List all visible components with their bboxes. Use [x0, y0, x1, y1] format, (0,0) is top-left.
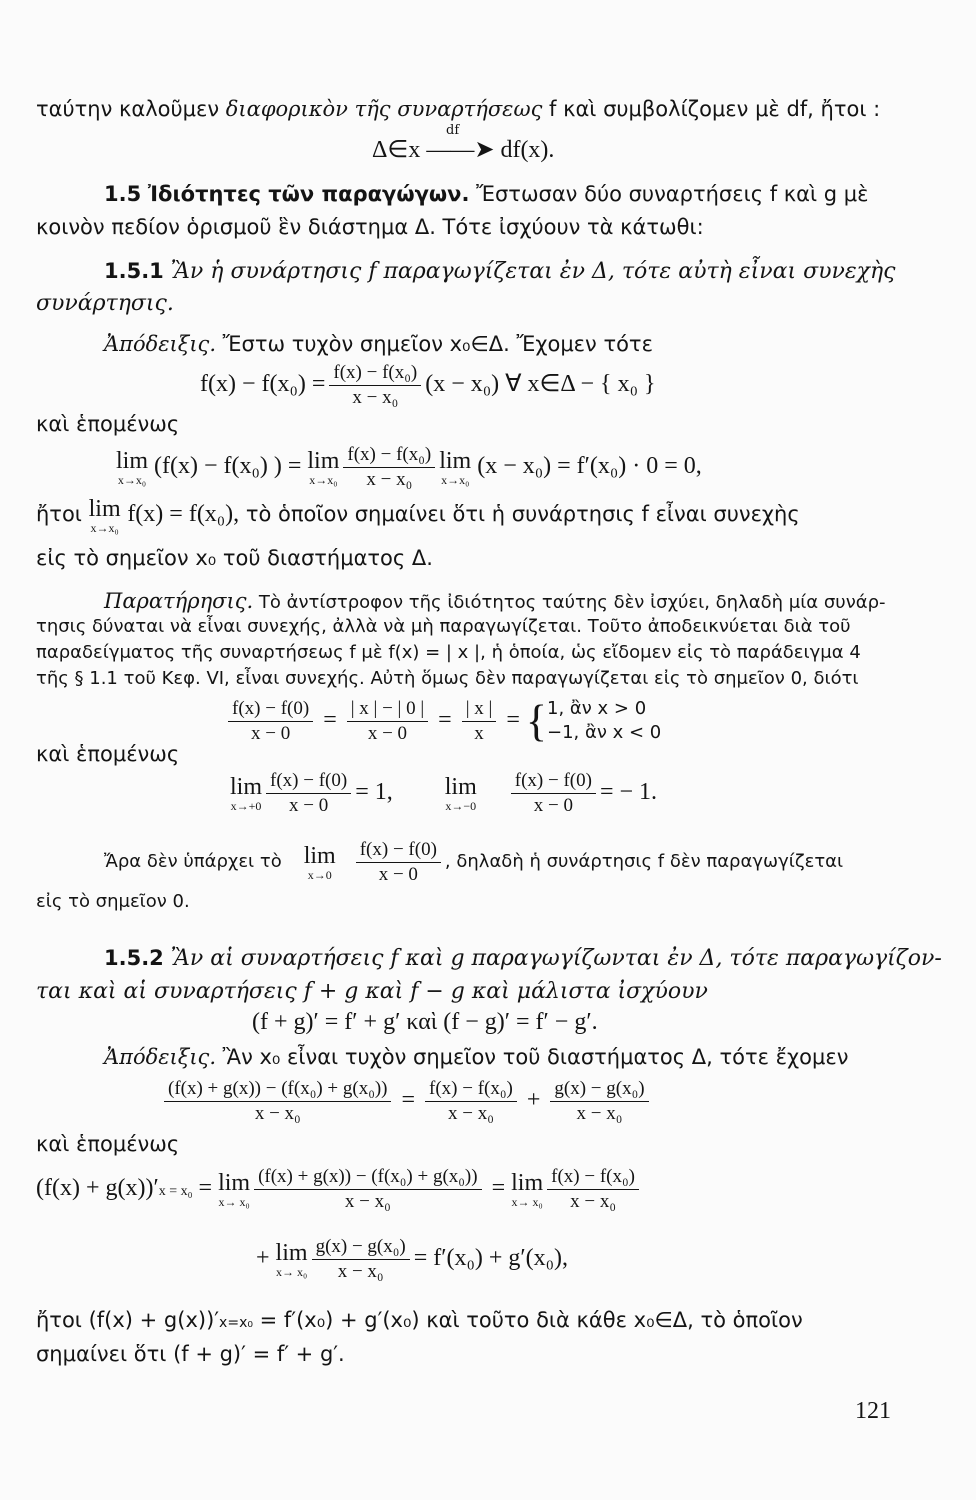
final-text-a: ἤτοι (f(x) + g(x))′ [36, 1308, 220, 1332]
df-over-arrow: df [446, 123, 460, 138]
eq4-num1: f(x) − f(0) [266, 770, 351, 794]
eq6-num2: f(x) − f(x₀) [547, 1166, 639, 1190]
remark-line-1 [104, 588, 886, 616]
eq6-num1: (f(x) + g(x)) − (f(x₀) + g(x₀)) [254, 1166, 481, 1190]
theorem-1-5-1 [104, 257, 896, 286]
and-consequently-1: καὶ ἑπομένως [36, 412, 180, 436]
eq6-left: (f(x) + g(x))′ [36, 1175, 159, 1201]
equation-3: $\frac{f(x) - f(0)}{x - 0}$ = $\frac{| x | - | 0 |}{x - 0}$ = $\frac{| x |}{x}$ = { 1, ἂν x > 0 −1, ἂν x < 0 [224, 692, 661, 749]
lim-sub: x→0 [307, 868, 332, 882]
eq7-limit [276, 1240, 308, 1278]
eq5-fraction-1 [164, 1078, 391, 1125]
eq4-limit-left [445, 774, 477, 812]
lim-sub: x→x₀ [90, 521, 119, 535]
eq2-part-b: (x − x₀) = f′(x₀) · 0 = 0, [477, 453, 702, 479]
section-1-5-heading [104, 180, 868, 208]
section-1-5-line2: κοινὸν πεδίον ὁρισμοῦ ἓν διάστημα Δ. Τότε ἰσχύουν τὰ κάτωθι: [36, 215, 704, 239]
lim-sub: x→+0 [230, 799, 262, 814]
eq2-limit-1 [116, 448, 148, 486]
lim-word: lim [275, 1240, 308, 1267]
eq7-den: x − x₀ [337, 1260, 384, 1282]
proof-2 [104, 1043, 848, 1071]
ara-den: x − 0 [378, 863, 418, 885]
eq7-result: = f′(x₀) + g′(x₀), [413, 1245, 568, 1271]
eq1-left: f(x) − f(x₀) = [200, 371, 326, 397]
eq6-den2: x − x₀ [570, 1190, 616, 1212]
equation-4 [230, 764, 657, 820]
eq2-limit-2 [307, 448, 339, 486]
brace-icon: { [525, 696, 547, 746]
lim-sub: x→x₀ [441, 473, 470, 488]
lim-word: lim [511, 1170, 544, 1197]
section-title: Ἰδιότητες τῶν παραγώγων. [147, 182, 470, 206]
eq7-num: g(x) − g(x₀) [312, 1236, 410, 1260]
eq3-fraction-2 [347, 698, 428, 745]
eq4-fraction-1 [266, 770, 351, 817]
eq5-fraction-3 [550, 1078, 648, 1125]
lim-sub: x→ x₀ [218, 1195, 250, 1210]
eq6-fraction-1 [254, 1166, 481, 1213]
itoi-limit [89, 496, 121, 534]
page-number: 121 [855, 1398, 891, 1424]
eq3-den2: x − 0 [367, 722, 408, 744]
theorem-number: 1.5.2 [104, 946, 164, 970]
remark-line-3: παραδείγματος τῆς συναρτήσεως f μὲ f(x) = | x |, ἡ ὁποία, ὡς εἴδομεν εἰς τὸ παράδειγμα 4 [36, 642, 861, 663]
section-text: Ἔστωσαν δύο συναρτήσεις f καὶ g μὲ [469, 182, 869, 206]
itoi-word: ἤτοι [36, 502, 82, 526]
final-text-b: = f′(x₀) + g′(x₀) καὶ τοῦτο διὰ κάθε x₀∈Δ, τὸ ὁποῖον [252, 1308, 803, 1332]
lim-word: lim [116, 448, 149, 475]
eq4-den2: x − 0 [533, 794, 573, 816]
theorem-number: 1.5.1 [104, 259, 164, 283]
eq5-num2: f(x) − f(x₀) [425, 1078, 517, 1102]
eq5-fraction-2 [425, 1078, 517, 1125]
intro-line [36, 95, 880, 123]
final-line-1 [36, 1306, 803, 1337]
lim-sub: x→−0 [445, 799, 477, 814]
eq3-num1: f(x) − f(0) [228, 698, 313, 722]
eq3-cases [547, 697, 661, 745]
eq6-limit-2 [511, 1170, 543, 1208]
eq5-num3: g(x) − g(x₀) [550, 1078, 648, 1102]
ara-text-end: , δηλαδὴ ἡ συνάρτησις f δὲν παραγωγίζεται [444, 851, 844, 872]
eq3-num3: | x | [462, 698, 497, 722]
eq5-num1: (f(x) + g(x)) − (f(x₀) + g(x₀)) [164, 1078, 391, 1102]
lim-word: lim [303, 843, 336, 869]
eq1-numerator: f(x) − f(x₀) [329, 362, 421, 386]
intro-text-end: f καὶ συμβολίζομεν μὲ df, ἤτοι : [542, 97, 881, 121]
theorem-1-5-2 [104, 944, 942, 973]
ara-line [104, 834, 843, 890]
eq6-left-sub: x = x₀ [158, 1184, 193, 1199]
eq2-part-a: (f(x) − f(x₀) ) = [154, 453, 302, 479]
itoi-line [36, 496, 800, 534]
equation-5: $\frac{\text{(f(x) + g(x)) − (f(x₀) + g(x₀))}}{\text{x − x₀}}$ = $\frac{\text{f(x) − f(x₀)}}{\text{x − x₀}}$ + $\frac{\text{g(x) − g(x₀)}}{\text{x − x₀}}$ [160, 1072, 653, 1128]
df-mapping: Δ∈x ——➤ df(x). [372, 137, 555, 163]
lim-word: lim [230, 774, 263, 801]
section-number: 1.5 [104, 182, 142, 206]
eq5-den1: x − x₀ [254, 1102, 301, 1124]
proof-label: Ἀπόδειξις. [104, 332, 216, 356]
itoi-math: f(x) = f(x₀), [127, 501, 240, 527]
equation-6: (f(x) + g(x))′x = x₀ = lim x→ x₀ $\frac{\text{(f(x) + g(x)) − (f(x₀) + g(x₀))}}{\text{x − x₀}}$ = lim x→ x₀ $\frac{\text{f(x) − f(x₀)}}{\text{x − x₀}}$ [36, 1160, 643, 1220]
theorem-1-5-2-line2: ται καὶ αἱ συναρτήσεις f + g καὶ f − g καὶ μάλιστα ἰσχύουν [36, 979, 708, 1004]
case-negative: −1, ἂν x < 0 [547, 722, 662, 744]
eq5-den3: x − x₀ [576, 1102, 623, 1124]
theorem-1-5-1-line2: συνάρτησις. [36, 291, 174, 316]
intro-italic: διαφορικὸν τῆς συναρτήσεως [225, 97, 543, 121]
lim-sub: x→ x₀ [511, 1195, 543, 1210]
eq2-numerator: f(x) − f(x₀) [343, 444, 435, 468]
eq1-right: (x − x₀) ∀ x∈Δ − { x₀ } [425, 371, 656, 397]
lim-word: lim [439, 448, 472, 475]
equation-2 [116, 438, 702, 494]
intro-text: ταύτην καλοῦμεν [36, 97, 226, 121]
remark-line-4: τῆς § 1.1 τοῦ Κεφ. VI, εἶναι συνεχής. Αὐτὴ ὅμως δὲν παραγωγίζεται εἰς τὸ σημεῖον 0, διότι [36, 668, 859, 689]
and-consequently-3: καὶ ἑπομένως [36, 1132, 180, 1156]
remark-label: Παρατήρησις. [104, 589, 254, 613]
eq4-fraction-2 [511, 770, 596, 817]
lim-sub: x→ x₀ [275, 1265, 308, 1280]
proof-text: Ἔστω τυχὸν σημεῖον x₀∈Δ. Ἔχομεν τότε [216, 332, 653, 356]
equation-7: + lim x→ x₀ $\frac{\text{g(x) − g(x₀)}}{\text{x − x₀}}$ = f′(x₀) + g′(x₀), [256, 1235, 568, 1282]
at-point-zero: εἰς τὸ σημεῖον 0. [36, 891, 190, 912]
final-line-2: σημαίνει ὅτι (f + g)′ = f′ + g′. [36, 1342, 345, 1366]
eq6-fraction-2 [547, 1166, 639, 1213]
at-point-line: εἰς τὸ σημεῖον x₀ τοῦ διαστήματος Δ. [36, 546, 433, 570]
ara-limit [304, 843, 336, 881]
lim-word: lim [444, 774, 477, 801]
theorem-text: Ἂν αἱ συναρτήσεις f καὶ g παραγωγίζωνται ἐν Δ, τότε παραγωγίζον- [170, 946, 942, 971]
ara-fraction [356, 839, 441, 886]
and-consequently-2: καὶ ἑπομένως [36, 742, 180, 766]
itoi-text: τὸ ὁποῖον σημαίνει ὅτι ἡ συνάρτησις f εἶναι συνεχὴς [245, 502, 800, 526]
eq2-denominator: x − x₀ [366, 468, 413, 490]
eq3-num2: | x | − | 0 | [347, 698, 428, 722]
eq2-fraction [343, 444, 435, 491]
theorem-1-5-2-formula: (f + g)′ = f′ + g′ καὶ (f − g)′ = f′ − g′. [252, 1009, 598, 1035]
case-positive: 1, ἂν x > 0 [547, 698, 647, 720]
lim-word: lim [307, 448, 340, 475]
proof-label: Ἀπόδειξις. [104, 1045, 216, 1069]
lim-word: lim [218, 1170, 251, 1197]
eq6-limit-1 [218, 1170, 250, 1208]
remark-text: Τὸ ἀντίστροφον τῆς ἰδιότητος ταύτης δὲν ἰσχύει, δηλαδὴ μία συνάρ- [253, 592, 886, 613]
lim-word: lim [88, 496, 121, 522]
eq3-den3: x [474, 722, 484, 744]
eq4-num2: f(x) − f(0) [511, 770, 596, 794]
ara-text: Ἄρα δὲν ὑπάρχει τὸ [104, 851, 282, 872]
eq7-fraction [312, 1236, 410, 1283]
theorem-text: Ἂν ἡ συνάρτησις f παραγωγίζεται ἐν Δ, τότε αὐτὴ εἶναι συνεχὴς [170, 259, 896, 284]
eq5-den2: x − x₀ [448, 1102, 494, 1124]
eq2-limit-3 [439, 448, 471, 486]
eq4-den1: x − 0 [289, 794, 329, 816]
lim-sub: x→x₀ [117, 473, 147, 488]
eq1-denominator: x − x₀ [352, 386, 399, 408]
final-sub: x=x₀ [219, 1315, 253, 1331]
lim-sub: x→x₀ [309, 473, 338, 488]
eq3-fraction-3 [462, 698, 497, 745]
eq4-result-2: = − 1. [599, 779, 658, 805]
proof-1 [104, 330, 653, 358]
ara-num: f(x) − f(0) [356, 839, 441, 863]
eq4-limit-right [230, 774, 262, 812]
eq3-fraction-1 [228, 698, 313, 745]
remark-line-2: τησις δύναται νὰ εἶναι συνεχής, ἀλλὰ νὰ μὴ παραγωγίζεται. Τοῦτο ἀποδεικνύεται διὰ τοῦ [36, 616, 851, 637]
proof-text: Ἂν x₀ εἶναι τυχὸν σημεῖον τοῦ διαστήματος Δ, τότε ἔχομεν [216, 1045, 849, 1069]
eq6-den1: x − x₀ [344, 1190, 391, 1212]
eq4-result-1: = 1, [355, 779, 393, 805]
equation-1 [200, 356, 655, 412]
eq3-den1: x − 0 [250, 722, 291, 744]
eq1-fraction [329, 362, 421, 409]
